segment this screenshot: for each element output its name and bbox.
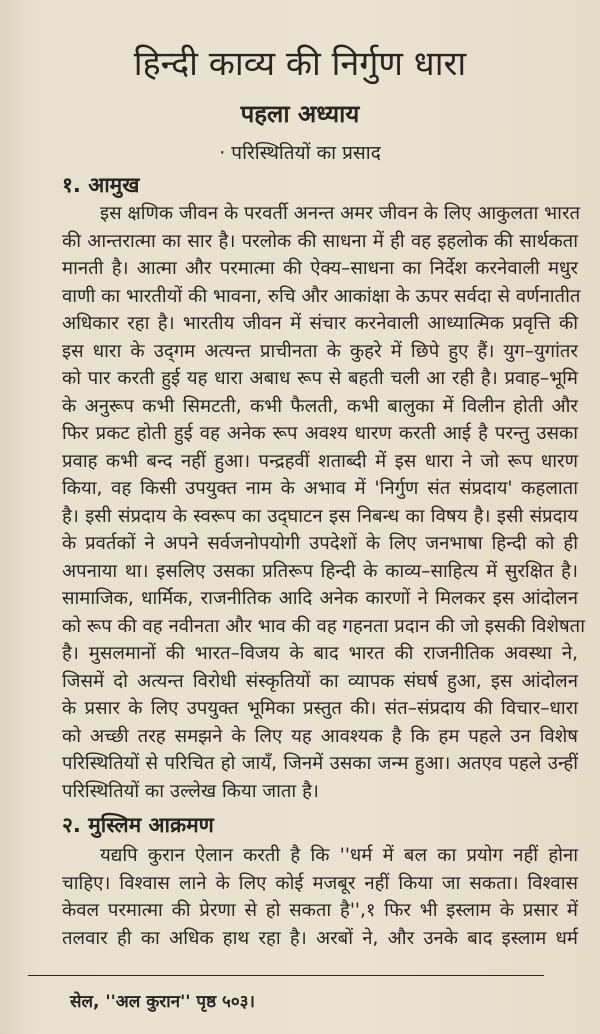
paragraph-line: है। इसी संप्रदाय के स्वरूप का उद्‌घाटन इस निबन्ध का विषय है। इसी संप्रदाय xyxy=(62,505,578,527)
footnote: सेल, ''अल कुरान'' पृष्ठ ५०३। xyxy=(70,992,255,1012)
paragraph-line: है। मुसलमानों की भारत–विजय के बाद भारत की राजनीतिक अवस्था ने, xyxy=(62,643,578,664)
section-heading: १. आमुख xyxy=(62,173,140,197)
paragraph-line: के प्रसार के लिए उपयुक्त भूमिका प्रस्तुत की। संत–संप्रदाय की विचार–धारा xyxy=(62,698,578,719)
chapter-subtitle: · परिस्थितियों का प्रसाद xyxy=(219,142,381,164)
chapter-heading: पहला अध्याय xyxy=(240,100,360,128)
paragraph-line: किया, वह किसी उपयुक्त नाम के अभाव में 'निर्गुण संत संप्रदाय' कहलाता xyxy=(62,478,578,499)
paragraph-line: के अनुरूप कभी सिमटती, कभी फैलती, कभी बालुका में विलीन होती और xyxy=(62,395,578,417)
paragraph-line: केवल परमात्मा की प्रेरणा से हो सकता है'',१ फिर भी इस्लाम के प्रसार में xyxy=(62,900,578,921)
paragraph-line: चाहिए। विश्वास लाने के लिए कोई मजबूर नहीं किया जा सकता। विश्वास xyxy=(62,872,578,894)
paragraph-line: इस क्षणिक जीवन के परवर्ती अनन्त अमर जीवन के लिए आकुलता भारत xyxy=(100,203,581,224)
paragraph-line: तलवार ही का अधिक हाथ रहा है। अरबों ने, और उनके बाद इस्लाम धर्म xyxy=(62,927,578,949)
paragraph-line: मानती है। आत्मा और परमात्मा की ऐक्य–साधना का निर्देश करनेवाली मधुर xyxy=(62,258,578,279)
section-heading: २. मुस्लिम आक्रमण xyxy=(62,813,214,837)
paragraph-line: प्रवाह कभी बन्द नहीं हुआ। पन्द्रहवीं शताब्दी में इस धारा ने जो रूप धारण xyxy=(62,450,578,472)
paragraph-line: परिस्थितियों से परिचित हो जायँ, जिनमें उसका जन्म हुआ। अतएव पहले उन्हीं xyxy=(62,753,578,774)
paragraph-line: इस धारा के उद्‌गम अत्यन्त प्राचीनता के कुहरे में छिपे हुए हैं। युग–युगांतर xyxy=(62,340,578,362)
paragraph-line: के प्रवर्तकों ने अपने सर्वजनोपयोगी उपदेशों के लिए जनभाषा हिन्दी को ही xyxy=(62,533,578,554)
paragraph-line: फिर प्रकट होती हुई वह अनेक रूप अवश्य धारण करती आई है परन्तु उसका xyxy=(62,423,578,444)
footnote-divider xyxy=(28,975,544,976)
paragraph-line: वाणी का भारतीयों की भावना, रुचि और आकांक्षा के ऊपर सर्वदा से वर्णनातीत xyxy=(62,285,581,307)
book-title: हिन्दी काव्य की निर्गुण धारा xyxy=(133,44,467,84)
paragraph-line: को पार करती हुई यह धारा अबाध रूप से बहती चली आ रही है। प्रवाह–भूमि xyxy=(62,368,578,389)
paragraph-line: की आन्तरात्मा का सार है। परलोक की साधना में ही वह इहलोक की सार्थकता xyxy=(62,230,578,252)
paragraph-line: अधिकार रहा है। भारतीय जीवन में संचार करनेवाली आध्यात्मिक प्रवृत्ति की xyxy=(62,313,578,334)
paragraph-line: को रूप की वह नवीनता और भाव की वह गहनता प्रदान की जो इसकी विशेषता xyxy=(62,615,586,637)
paragraph-line: जिसमें दो अत्यन्त विरोधी संस्कृतियों का व्यापक संघर्ष हुआ, इस आंदोलन xyxy=(62,670,578,692)
paragraph-line: परिस्थितियों का उल्लेख किया जाता है। xyxy=(62,780,319,802)
paragraph-line: अपनाया था। इसलिए उसका प्रतिरूप हिन्दी के काव्य–साहित्य में सुरक्षित है। xyxy=(62,560,578,582)
paragraph-line: को अच्छी तरह समझने के लिए यह आवश्यक है कि हम पहले उन विशेष xyxy=(62,725,578,747)
paragraph-line: सामाजिक, धार्मिक, राजनीतिक आदि अनेक कारणों ने मिलकर इस आंदोलन xyxy=(62,588,578,609)
paragraph-line: यद्यपि कुरान ऐलान करती है कि ''धर्म में बल का प्रयोग नहीं होना xyxy=(100,845,578,866)
